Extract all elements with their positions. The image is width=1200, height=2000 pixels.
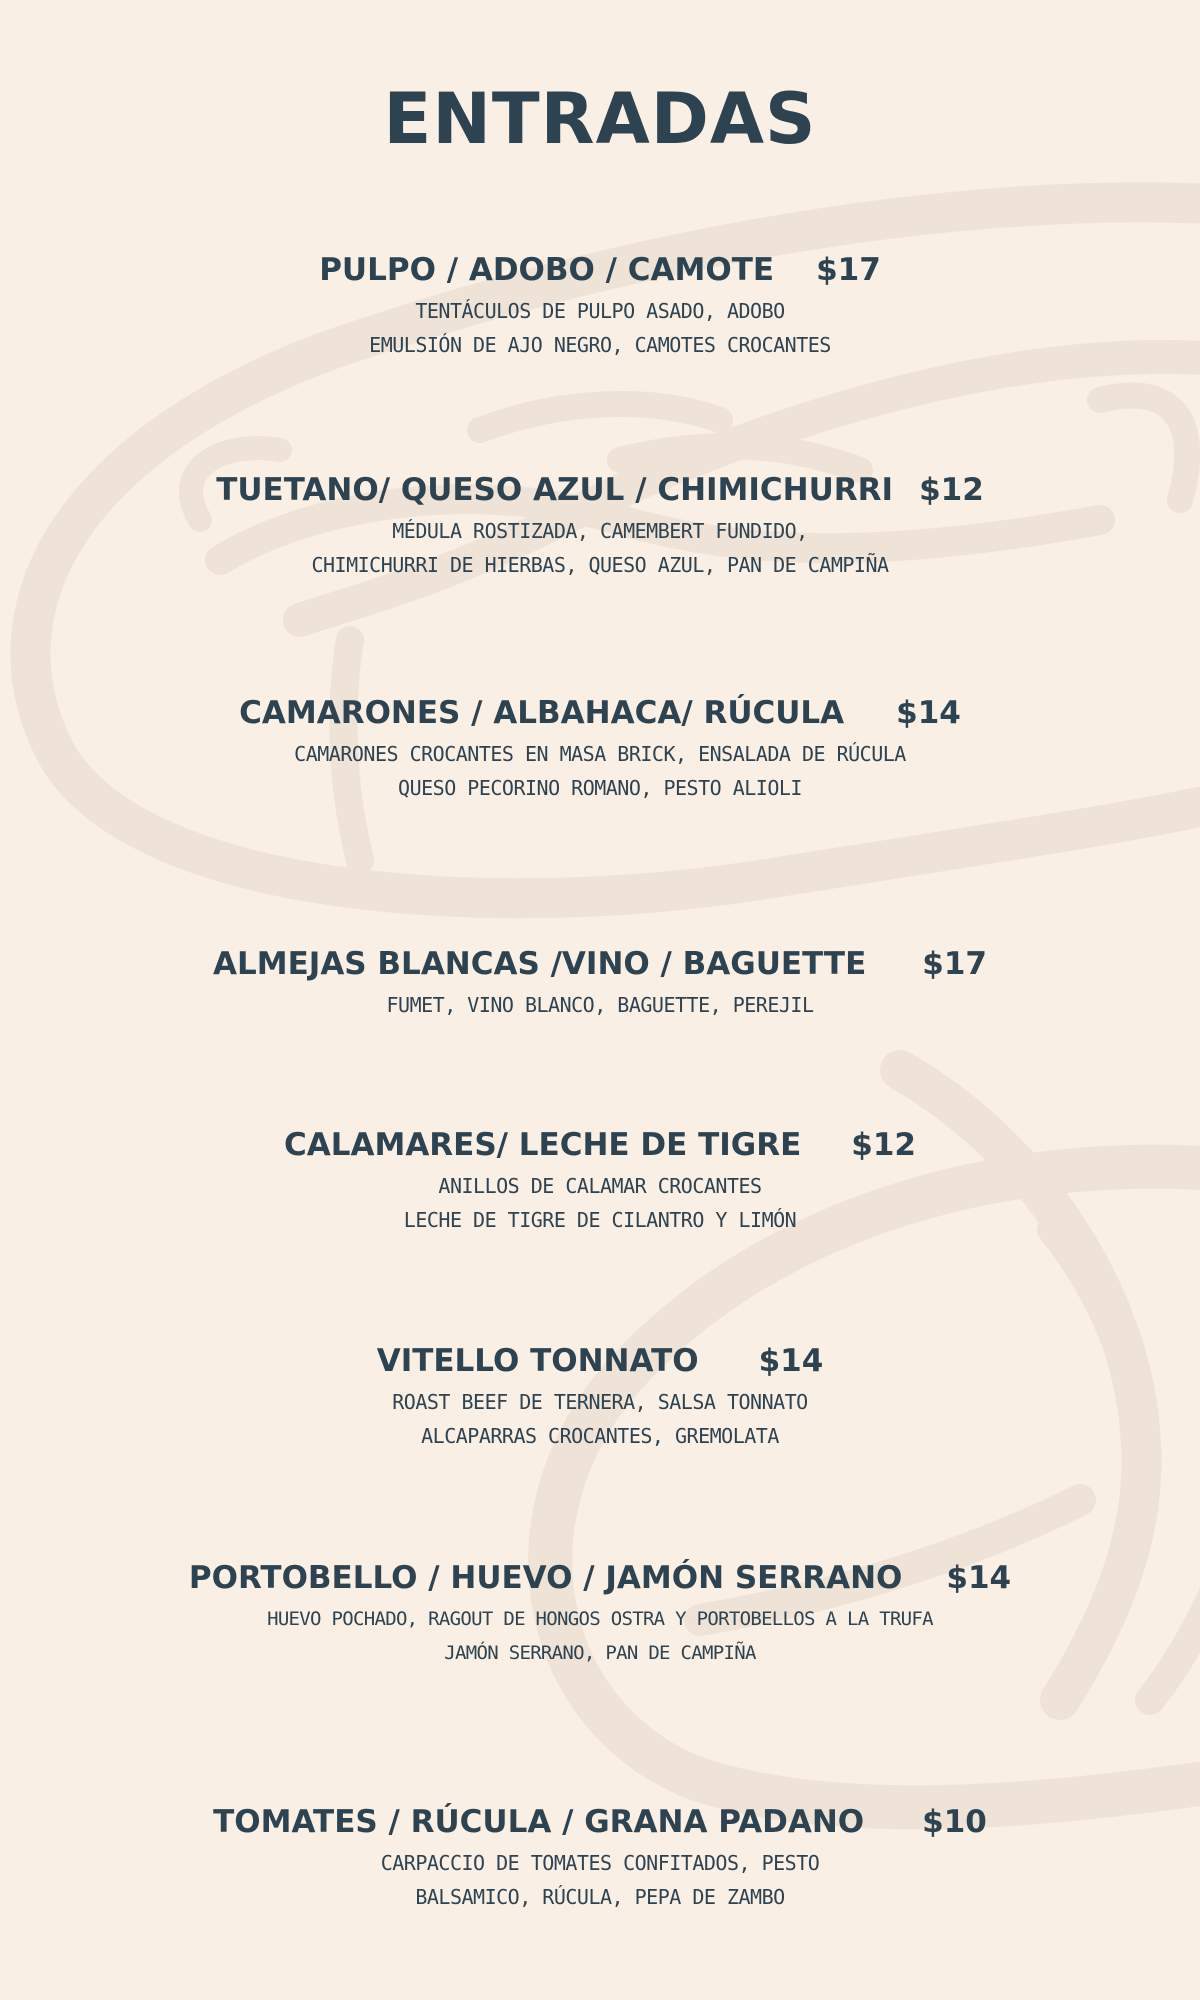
item-description: TENTÁCULOS DE PULPO ASADO, ADOBO EMULSIÓN DE AJO NEGRO, CAMOTES CROCANTES: [369, 299, 831, 357]
item-name: TUETANO/ QUESO AZUL / CHIMICHURRI: [216, 472, 894, 508]
item-name: CALAMARES/ LECHE DE TIGRE: [283, 1127, 802, 1163]
item-description: HUEVO POCHADO, RAGOUT DE HONGOS OSTRA Y PORTOBELLOS A LA TRUFA JAMÓN SERRANO, PAN DE CAMPIÑA: [267, 1608, 933, 1664]
item-description: MÉDULA ROSTIZADA, CAMEMBERT FUNDIDO, CHIMICHURRI DE HIERBAS, QUESO AZUL, PAN DE CAMPIÑA: [311, 519, 889, 577]
item-price: $17: [922, 946, 987, 982]
menu-item: [0, 250, 1200, 362]
item-name: CAMARONES / ALBAHACA/ RÚCULA: [239, 695, 845, 731]
item-price: $14: [758, 1343, 824, 1379]
item-name: ALMEJAS BLANCAS /VINO / BAGUETTE: [213, 946, 867, 982]
menu-item: [0, 1125, 1200, 1237]
item-price: $12: [919, 472, 984, 508]
menu-item: [0, 1341, 1200, 1453]
item-price: $10: [922, 1804, 987, 1840]
menu-title: ENTRADAS: [383, 78, 817, 160]
item-price: $17: [816, 252, 881, 288]
item-description: CAMARONES CROCANTES EN MASA BRICK, ENSALADA DE RÚCULA QUESO PECORINO ROMANO, PESTO ALIOLI: [294, 742, 906, 800]
item-description: CARPACCIO DE TOMATES CONFITADOS, PESTO BALSAMICO, RÚCULA, PEPA DE ZAMBO: [380, 1851, 820, 1909]
item-description: ANILLOS DE CALAMAR CROCANTES LECHE DE TIGRE DE CILANTRO Y LIMÓN: [403, 1174, 797, 1232]
item-name: PORTOBELLO / HUEVO / JAMÓN SERRANO: [188, 1560, 903, 1596]
menu-item: [0, 470, 1200, 582]
item-description: FUMET, VINO BLANCO, BAGUETTE, PEREJIL: [386, 993, 814, 1017]
item-name: PULPO / ADOBO / CAMOTE: [319, 252, 775, 288]
item-price: $12: [851, 1127, 916, 1163]
item-price: $14: [946, 1560, 1012, 1596]
menu-item: [0, 1802, 1200, 1914]
menu-item: [0, 944, 1200, 1022]
menu-item: [0, 1558, 1200, 1670]
item-price: $14: [896, 695, 961, 731]
item-name: TOMATES / RÚCULA / GRANA PADANO: [213, 1804, 865, 1840]
menu-item: [0, 693, 1200, 805]
item-description: ROAST BEEF DE TERNERA, SALSA TONNATO ALCAPARRAS CROCANTES, GREMOLATA: [392, 1390, 808, 1448]
item-name: VITELLO TONNATO: [376, 1343, 699, 1379]
